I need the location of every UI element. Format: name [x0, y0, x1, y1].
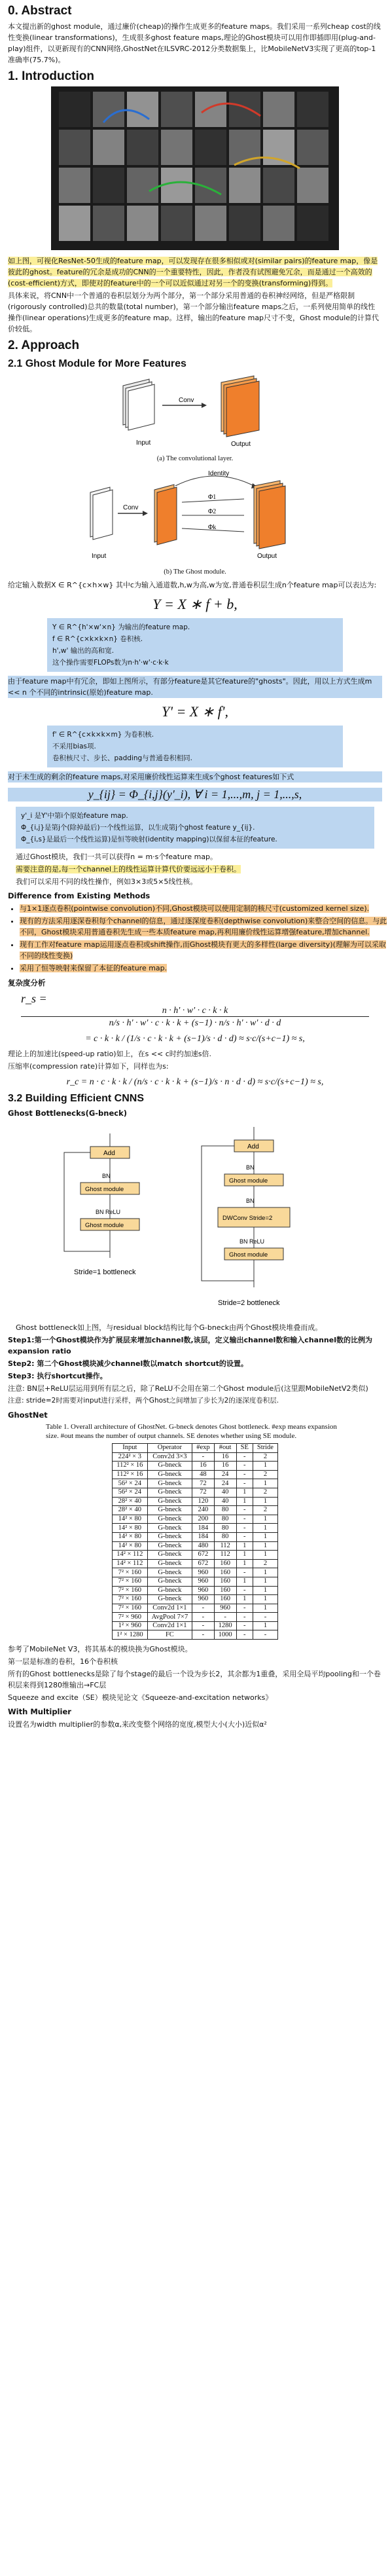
- table-cell: -: [236, 1586, 253, 1595]
- table-caption: Table 1. Overall architecture of GhostNet. G-bneck denotes Ghost bottleneck. #exp means expansion size. #out means the number of output channels. SE denotes whether using SE module.: [46, 1423, 337, 1440]
- difference-item: • 采用了恒等映射来保留了本征的feature map.: [20, 963, 390, 974]
- table-cell: -: [236, 1621, 253, 1630]
- table-header: #exp: [192, 1444, 214, 1453]
- table-cell: -: [236, 1506, 253, 1515]
- table-cell: 14² × 80: [113, 1524, 148, 1533]
- fig-a-output-label: Output: [231, 441, 251, 448]
- eq2-note: f' ∈ R^{c×k×k×m} 为卷积核.: [52, 731, 154, 739]
- fig-b-phik-label: Φk: [208, 524, 217, 531]
- width-multiplier-heading: With Multiplier: [8, 1707, 71, 1717]
- feature-map-tile: [297, 130, 328, 165]
- table-cell: G-bneck: [147, 1595, 192, 1604]
- table-row: [113, 1541, 278, 1551]
- table-cell: 2: [253, 1452, 277, 1462]
- ghostnet-heading: GhostNet: [8, 1410, 48, 1420]
- bottleneck-figure: [0, 1120, 390, 1319]
- table-row: [113, 1470, 278, 1479]
- feature-map-tile: [263, 168, 294, 203]
- table-cell: 1² × 1280: [113, 1630, 148, 1640]
- table-cell: 112² × 16: [113, 1462, 148, 1471]
- bn-label: BN: [102, 1173, 111, 1179]
- table-cell: 48: [192, 1470, 214, 1479]
- feature-map-tile: [93, 168, 124, 203]
- rs-line: = c · k · k / (1/s · c · k · k + (s−1)/s · d · d) ≈ s·c/(s+c−1) ≈ s,: [85, 1034, 305, 1044]
- approach-paragraph-6: 我们可以采用不同的线性操作，例如3×3或5×5线性核。: [16, 877, 198, 886]
- table-cell: -: [236, 1479, 253, 1488]
- table-cell: 14² × 80: [113, 1541, 148, 1551]
- feature-map-tile: [229, 168, 260, 203]
- stride1-label: Stride=1 bottleneck: [74, 1268, 136, 1276]
- table-cell: -: [192, 1613, 214, 1622]
- table-cell: G-bneck: [147, 1497, 192, 1506]
- table-cell: 40: [214, 1488, 236, 1497]
- table-cell: -: [236, 1462, 253, 1471]
- difference-heading: Difference from Existing Methods: [8, 891, 151, 900]
- table-row: [113, 1488, 278, 1497]
- table-cell: 1000: [214, 1630, 236, 1640]
- table-cell: 56² × 24: [113, 1488, 148, 1497]
- note-1: 注意: BN层+ReLU层运用到所有层之后，除了ReLU不会用在第二个Ghost module后(这里跟MobileNetV2类似): [8, 1384, 368, 1393]
- table-cell: -: [236, 1604, 253, 1613]
- table-cell: 1280: [214, 1621, 236, 1630]
- feature-map-tile: [263, 92, 294, 127]
- table-cell: G-bneck: [147, 1479, 192, 1488]
- table-cell: 24: [214, 1479, 236, 1488]
- table-cell: -: [236, 1532, 253, 1541]
- table-cell: 960: [192, 1568, 214, 1577]
- add-label: Add: [103, 1150, 115, 1157]
- ghost-module-label: Ghost module: [85, 1222, 124, 1229]
- table-header-row: [113, 1444, 278, 1453]
- ghostnet-paragraph-2: 第一层是标准的卷积，16个卷积核: [8, 1657, 118, 1666]
- table-cell: G-bneck: [147, 1524, 192, 1533]
- table-cell: -: [236, 1452, 253, 1462]
- table-cell: 72: [192, 1488, 214, 1497]
- table-cell: 80: [214, 1524, 236, 1533]
- table-cell: 14² × 80: [113, 1532, 148, 1541]
- approach-paragraph-4: 通过Ghost模块，我们一共可以获得n = m·s个feature map。: [16, 853, 218, 861]
- table-cell: 7² × 960: [113, 1613, 148, 1622]
- intrinsic-stack: [154, 485, 177, 545]
- feature-map-tile: [127, 92, 158, 127]
- intro-paragraph-2: 具体来说，将CNN中一个普通的卷积层划分为两个部分，第一个部分采用普通的卷积神经网络，但是严格限制(rigorously controlled)总共的数量(total number)，第一个部分输出feature maps之后，一系列使用简单的线性操作(linear operations)生成更多的feature map。这样，输出的feature map尺寸不变，Ghost module的计算代价较低。: [8, 291, 380, 333]
- rs-equation: [21, 992, 369, 1044]
- table-cell: 1: [236, 1551, 253, 1560]
- ghost-module-label: Ghost module: [85, 1186, 124, 1193]
- bn-relu-label: BN ReLU: [239, 1238, 265, 1245]
- approach-paragraph-5: 需要注意的是,每一个channel上的线性运算计算代价要远远小于卷积。: [16, 865, 241, 874]
- difference-item: • 现有的方法采用逐深卷积每个channel的信息，通过逐深度卷积(depthwise convolution)来整合空间的信息。与此不同，Ghost模块采用普通卷积先生成一些本质feature map,再利用廉价线性运算增强feature,增加channel.: [20, 915, 390, 938]
- fig-b-caption: (b) The Ghost module.: [164, 568, 226, 576]
- table-cell: -: [236, 1630, 253, 1640]
- feature-map-tile: [195, 92, 226, 127]
- table-row: [113, 1586, 278, 1595]
- table-row: [113, 1621, 278, 1630]
- intro-body: [0, 255, 390, 335]
- table-cell: 1: [253, 1462, 277, 1471]
- conv-layer-figure: [0, 373, 390, 462]
- table-cell: 28² × 40: [113, 1497, 148, 1506]
- table-header: Operator: [147, 1444, 192, 1453]
- note-2: 注意: stride=2时需要对input进行采样，两个Ghost之间增加了步长为2的逐深度卷积层.: [8, 1397, 279, 1405]
- table-cell: 1² × 960: [113, 1621, 148, 1630]
- table-cell: -: [236, 1613, 253, 1622]
- table-row: [113, 1506, 278, 1515]
- eq2-note: 不采用bias项.: [52, 743, 96, 750]
- ghostnet-paragraph-1: 参考了MobileNet V3，将其基本的模块换为Ghost模块。: [8, 1645, 192, 1654]
- table-cell: -: [236, 1515, 253, 1524]
- feature-map-tile: [161, 168, 192, 203]
- bn-relu-label: BN ReLU: [96, 1209, 121, 1215]
- add-label: Add: [247, 1143, 259, 1150]
- table-cell: 1: [253, 1621, 277, 1630]
- feature-map-tile: [127, 168, 158, 203]
- rc-equation: r_c = n · c · k · k / (n/s · c · k · k + (s−1)/s · n · d · d) ≈ s·c/(s+c−1) ≈ s,: [66, 1077, 324, 1087]
- table-row: [113, 1479, 278, 1488]
- eq1-note: h',w' 输出的高和宽.: [52, 647, 115, 655]
- table-cell: -: [236, 1470, 253, 1479]
- table-cell: Conv2d 3×3: [147, 1452, 192, 1462]
- feature-map-tile: [127, 130, 158, 165]
- approach-paragraph-1: 给定输入数据X ∈ R^{c×h×w} 其中c为输入通道数,h,w为高,w为宽,普通卷积层生成n个feature map可以表达为:: [8, 581, 377, 589]
- bottleneck-diagram: [44, 1120, 346, 1317]
- stride2-bottleneck: [202, 1127, 290, 1307]
- table-row: [113, 1515, 278, 1524]
- conv-layer-diagram: [97, 373, 293, 451]
- table-cell: G-bneck: [147, 1559, 192, 1568]
- feature-map-tile: [161, 92, 192, 127]
- table-cell: 7² × 160: [113, 1595, 148, 1604]
- table-cell: -: [192, 1630, 214, 1640]
- difference-list: [8, 903, 390, 974]
- feature-map-tile: [229, 92, 260, 127]
- table-cell: -: [214, 1613, 236, 1622]
- ghost-module-label: Ghost module: [229, 1177, 268, 1185]
- approach-heading: 2. Approach: [8, 339, 80, 352]
- table-cell: 2: [253, 1559, 277, 1568]
- table-cell: G-bneck: [147, 1551, 192, 1560]
- feature-map-tile: [93, 92, 124, 127]
- table-cell: 1: [253, 1551, 277, 1560]
- approach-paragraph-3: 对于未生成的剩余的feature maps,对采用廉价线性运算来生成s个ghost features如下式: [8, 771, 382, 782]
- table-cell: 112² × 16: [113, 1470, 148, 1479]
- table-cell: 80: [214, 1532, 236, 1541]
- table-cell: 200: [192, 1515, 214, 1524]
- table-cell: G-bneck: [147, 1577, 192, 1586]
- eq1-note: Y ∈ R^{h'×w'×n} 为输出的feature map.: [52, 623, 190, 631]
- ghostnet-paragraph-3: 所有的Ghost bottlenecks是除了每个stage的最后一个设为步长2，其余都为1重叠，采用全局平均pooling和一个卷积层来得到1280维输出→FC层: [8, 1670, 381, 1690]
- eq1-note: f ∈ R^{c×k×k×n} 卷积核.: [52, 635, 143, 643]
- table-cell: -: [192, 1452, 214, 1462]
- table-cell: 224² × 3: [113, 1452, 148, 1462]
- table-cell: 1: [253, 1532, 277, 1541]
- table-cell: 160: [214, 1577, 236, 1586]
- ghost-input-stack: [90, 487, 113, 540]
- fig-a-conv-label: Conv: [179, 397, 194, 404]
- section-3-2-heading: 3.2 Building Efficient CNNS: [8, 1093, 145, 1104]
- table-cell: 1: [253, 1524, 277, 1533]
- table-cell: 16: [214, 1452, 236, 1462]
- table-cell: 960: [192, 1586, 214, 1595]
- feature-map-tile: [297, 92, 328, 127]
- fig-b-conv-label: Conv: [123, 504, 139, 511]
- table-cell: 1: [253, 1541, 277, 1551]
- feature-map-tile: [263, 206, 294, 241]
- table-cell: 2: [253, 1470, 277, 1479]
- rs-line: n/s · h' · w' · c · k · k + (s−1) · n/s · h' · w' · d · d: [21, 1016, 369, 1029]
- table-row: [113, 1524, 278, 1533]
- table-header: SE: [236, 1444, 253, 1453]
- table-cell: AvgPool 7×7: [147, 1613, 192, 1622]
- ghost-bottleneck-heading: Ghost Bottlenecks(G-bneck): [8, 1109, 127, 1118]
- ghostnet-body: [0, 1644, 390, 1730]
- table-cell: Conv2d 1×1: [147, 1621, 192, 1630]
- table-cell: 1: [253, 1586, 277, 1595]
- feature-map-tile: [297, 168, 328, 203]
- feature-map-tile: [297, 206, 328, 241]
- feature-map-tile: [59, 168, 90, 203]
- bn-label: BN: [246, 1164, 255, 1171]
- table-cell: 1: [236, 1559, 253, 1568]
- table-cell: 80: [214, 1515, 236, 1524]
- table-cell: 2: [253, 1506, 277, 1515]
- table-header: #out: [214, 1444, 236, 1453]
- table-row: [113, 1613, 278, 1622]
- feature-map-figure: [0, 86, 390, 253]
- table-cell: G-bneck: [147, 1462, 192, 1471]
- eq3-note: Φ_{i,s}是最后一个线性运算)是恒等映射(identity mapping)以保留本征的feature.: [21, 836, 277, 843]
- feature-map-grid-image: [51, 86, 339, 250]
- intro-paragraph-1: 如上图，可视化ResNet-50生成的feature map，可以发现存在很多相似或对(similar pairs)的feature map，像是彼此的ghost。feature的冗余是成功的CNN的一个重要特性，因此，作者没有试图避免冗余，而是通过一个高效的(cost-efficient)方式，即使对的feature中的一个可以近似通过对另一个的变换(transforming)得到。: [8, 257, 378, 287]
- table-cell: 28² × 40: [113, 1506, 148, 1515]
- table-cell: 1: [236, 1595, 253, 1604]
- bottleneck-body: [0, 1322, 390, 1407]
- table-cell: 72: [192, 1479, 214, 1488]
- input-stack: [123, 379, 154, 430]
- table-cell: 80: [214, 1506, 236, 1515]
- eq3-note: Φ_{i,j}是第j个(除掉最后)一个线性运算，以生成第j个ghost feature y_{ij}.: [21, 824, 255, 832]
- table-cell: 7² × 160: [113, 1568, 148, 1577]
- table-cell: 14² × 112: [113, 1551, 148, 1560]
- table-cell: 960: [192, 1595, 214, 1604]
- table-row: [113, 1630, 278, 1640]
- eq2-note: 卷积核尺寸、步长、padding与普通卷积相同.: [52, 754, 193, 762]
- table-cell: G-bneck: [147, 1470, 192, 1479]
- stride2-label: Stride=2 bottleneck: [218, 1299, 280, 1307]
- table-cell: 1: [253, 1497, 277, 1506]
- bn-label: BN: [246, 1198, 255, 1204]
- table-cell: 2: [253, 1488, 277, 1497]
- table-cell: 7² × 160: [113, 1577, 148, 1586]
- architecture-table: [112, 1443, 278, 1640]
- table-cell: 160: [214, 1586, 236, 1595]
- table-cell: 14² × 112: [113, 1559, 148, 1568]
- table-cell: -: [236, 1524, 253, 1533]
- fig-b-output-label: Output: [257, 553, 277, 560]
- feature-map-tile: [59, 92, 90, 127]
- table-cell: Conv2d 1×1: [147, 1604, 192, 1613]
- table-row: [113, 1462, 278, 1471]
- table-cell: 1: [236, 1577, 253, 1586]
- table-cell: 1: [253, 1595, 277, 1604]
- eq1-note: 这个操作需要FLOPs数为n·h'·w'·c·k·k: [52, 659, 169, 667]
- table-cell: -: [236, 1568, 253, 1577]
- table-cell: 160: [214, 1595, 236, 1604]
- equation-2: Y' = X ∗ f',: [162, 703, 228, 720]
- ghostnet-paragraph-4: Squeeze and excite（SE）模块见论文《Squeeze-and-excitation networks》: [8, 1693, 273, 1702]
- difference-item: • 现有工作对feature map运用逐点卷积或shift操作,而Ghost模块有更大的多样性(large diversity)(理解为可以采取不同的线性变换): [20, 939, 390, 961]
- fig-b-identity-label: Identity: [208, 470, 230, 477]
- step-2: Step2: 第二个Ghost模块减少channel数以match shortcut的设置。: [8, 1359, 248, 1368]
- table-row: [113, 1551, 278, 1560]
- equation-3: y_{ij} = Φ_{i,j}(y'_i), ∀ i = 1,...,m, j = 1,...,s,: [8, 788, 382, 801]
- table-cell: -: [192, 1604, 214, 1613]
- table-cell: 1: [236, 1497, 253, 1506]
- table-cell: 184: [192, 1532, 214, 1541]
- table-cell: 1: [253, 1604, 277, 1613]
- table-cell: 1: [236, 1488, 253, 1497]
- table-cell: G-bneck: [147, 1541, 192, 1551]
- feature-map-tile: [195, 130, 226, 165]
- table-row: [113, 1532, 278, 1541]
- table-cell: 7² × 160: [113, 1604, 148, 1613]
- stride1-bottleneck: [64, 1133, 139, 1276]
- table-cell: 960: [192, 1577, 214, 1586]
- abstract-paragraph: 本文提出新的ghost module，通过廉价(cheap)的操作生成更多的feature maps。我们采用一系列cheap cost的线性变换(linear transformations)，生成很多ghost feature maps,理论的Ghost模块可以用作即插即用(plug-and-play)组件，以更新现有的CNN网络,GhostNet在ILSVRC-2012分类数据集上，比MobileNetV3实现了更高的top-1准确率(75.7%)。: [8, 22, 381, 64]
- abstract-body: [0, 21, 390, 65]
- ghost-module-figure: [0, 466, 390, 576]
- difference-item: • 与1×1逐点卷积(pointwise convolution)不同,Ghost模块可以使用定制的核尺寸(customized kernel size).: [20, 903, 390, 914]
- table-cell: 160: [214, 1568, 236, 1577]
- table-row: [113, 1568, 278, 1577]
- table-header: Input: [113, 1444, 148, 1453]
- table-cell: 1: [236, 1541, 253, 1551]
- complexity-paragraph-1: 理论上的加速比(speed-up ratio)如上，在s << c时约加速s倍.: [8, 1050, 212, 1058]
- table-cell: 24: [214, 1470, 236, 1479]
- table-cell: 160: [214, 1559, 236, 1568]
- feature-map-tile: [93, 130, 124, 165]
- table-cell: 56² × 24: [113, 1479, 148, 1488]
- table-cell: 240: [192, 1506, 214, 1515]
- table-cell: 1: [253, 1479, 277, 1488]
- table-cell: FC: [147, 1630, 192, 1640]
- bottleneck-paragraph: Ghost bottleneck如上图，与residual block结构比每个G-bneck由两个Ghost模块堆叠而成。: [16, 1323, 323, 1332]
- table-cell: 16: [192, 1462, 214, 1471]
- table-cell: 112: [214, 1551, 236, 1560]
- table-cell: 672: [192, 1559, 214, 1568]
- fig-a-caption: (a) The convolutional layer.: [156, 455, 234, 462]
- ghost-module-label: Ghost module: [229, 1251, 268, 1259]
- equation-2-notes: [47, 726, 343, 767]
- table-row: [113, 1559, 278, 1568]
- equation-3-notes: [16, 807, 374, 849]
- feature-map-tile: [127, 206, 158, 241]
- fig-b-phi2-label: Φ2: [208, 508, 217, 515]
- step-3: Step3: 执行shortcut操作。: [8, 1372, 107, 1380]
- abstract-heading: 0. Abstract: [8, 4, 72, 18]
- ghost-module-diagram: [77, 466, 313, 564]
- table-cell: 112: [214, 1541, 236, 1551]
- complexity-body: [0, 992, 390, 1088]
- feature-map-tile: [59, 206, 90, 241]
- table-header: Stride: [253, 1444, 277, 1453]
- rs-label: r_s =: [21, 992, 47, 1005]
- feature-map-tile: [195, 206, 226, 241]
- table-cell: 480: [192, 1541, 214, 1551]
- table-cell: G-bneck: [147, 1586, 192, 1595]
- table-cell: 40: [214, 1497, 236, 1506]
- rs-line: n · h' · w' · c · k · k: [162, 1006, 228, 1016]
- feature-map-tile: [229, 206, 260, 241]
- table-cell: -: [192, 1621, 214, 1630]
- table-body: [113, 1452, 278, 1639]
- output-stack: [221, 376, 259, 437]
- complexity-heading: 复杂度分析: [8, 978, 46, 987]
- table-cell: G-bneck: [147, 1515, 192, 1524]
- fig-a-input-label: Input: [136, 439, 151, 447]
- equation-1: Y = X ∗ f + b,: [152, 596, 238, 612]
- table-cell: 960: [214, 1604, 236, 1613]
- table-cell: 7² × 160: [113, 1586, 148, 1595]
- step-1: Step1:第一个Ghost模块作为扩展层来增加channel数,该层，定义输出channel数和输入channel数的比例为expansion ratio: [8, 1336, 372, 1355]
- table-row: [113, 1604, 278, 1613]
- table-cell: G-bneck: [147, 1506, 192, 1515]
- table-cell: 120: [192, 1497, 214, 1506]
- feature-map-tile: [93, 206, 124, 241]
- table-cell: G-bneck: [147, 1532, 192, 1541]
- table-row: [113, 1577, 278, 1586]
- approach-paragraph-2: 由于feature map中有冗余，即如上图所示，有部分feature是其它feature的"ghosts"。因此，用以上方式生成m << n 个不同的intrinsic(原始)feature map.: [8, 676, 382, 698]
- table-cell: 1: [253, 1568, 277, 1577]
- intro-heading: 1. Introduction: [8, 69, 94, 83]
- approach-body: [0, 580, 390, 887]
- complexity-paragraph-2: 压缩率(compression rate)计算如下，同样也为s:: [8, 1062, 169, 1071]
- table-cell: G-bneck: [147, 1488, 192, 1497]
- feature-map-tile: [59, 130, 90, 165]
- feature-map-tile: [161, 130, 192, 165]
- table-row: [113, 1595, 278, 1604]
- table-cell: 184: [192, 1524, 214, 1533]
- table-cell: 1: [253, 1515, 277, 1524]
- table-cell: 672: [192, 1551, 214, 1560]
- fig-b-phi1-label: Φ1: [208, 494, 217, 501]
- table-cell: 16: [214, 1462, 236, 1471]
- width-multiplier-paragraph: 设置名为width multiplier的参数α,来改变整个网络的宽度,模型大小(大小)近似α²: [8, 1720, 267, 1729]
- equation-1-notes: [47, 618, 343, 672]
- table-cell: 14² × 80: [113, 1515, 148, 1524]
- section-2-1-heading: 2.1 Ghost Module for More Features: [8, 358, 186, 369]
- table-cell: -: [253, 1613, 277, 1622]
- table-row: [113, 1497, 278, 1506]
- table-cell: 1: [253, 1577, 277, 1586]
- table-row: [113, 1452, 278, 1462]
- fig-b-input-label: Input: [92, 553, 107, 560]
- feature-map-tile: [161, 206, 192, 241]
- table-cell: G-bneck: [147, 1568, 192, 1577]
- table-cell: -: [253, 1630, 277, 1640]
- eq3-note: y'_i 是Y'中第i个原始feature map.: [21, 812, 128, 820]
- ghost-output-stack: [254, 481, 285, 549]
- dwconv-label: DWConv Stride=2: [222, 1215, 273, 1222]
